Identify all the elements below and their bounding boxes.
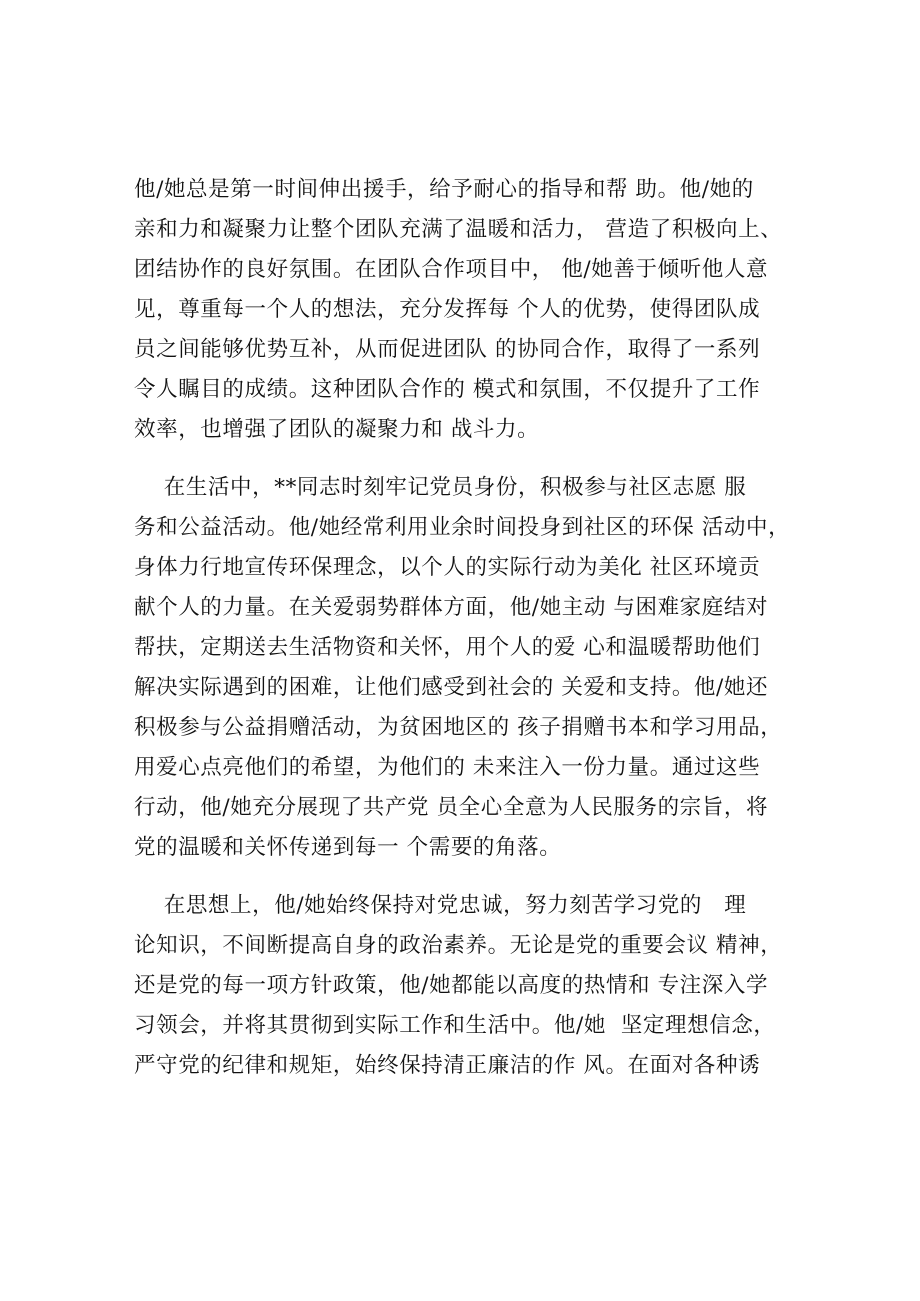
text-line: 团结协作的良好氛围。在团队合作项目中， 他/她善于倾听他人意 [134, 257, 769, 282]
text-line: 用爱心点亮他们的希望，为他们的 未来注入一份力量。通过这些 [134, 755, 761, 780]
text-line: 效率，也增强了团队的凝聚力和 战斗力。 [134, 417, 540, 442]
text-line: 帮扶，定期送去生活物资和关怀，用个人的爱 心和温暖帮助他们 [134, 635, 761, 660]
text-line: 积极参与公益捐赠活动，为贫困地区的 孩子捐赠书本和学习用品， [134, 715, 783, 740]
paragraph-life [134, 468, 814, 868]
text-line: 解决实际遇到的困难，让他们感受到社会的 关爱和支持。他/她还 [134, 675, 769, 700]
text-line: 习领会，并将其贯彻到实际工作和生活中。他/她 坚定理想信念， [134, 1013, 776, 1038]
paragraph-teamwork [134, 170, 814, 450]
text-line: 严守党的纪律和规矩，始终保持清正廉洁的作 风。在面对各种诱 [134, 1053, 761, 1078]
text-line: 令人瞩目的成绩。这种团队合作的 模式和氛围，不仅提升了工作 [134, 377, 761, 402]
text-line: 亲和力和凝聚力让整个团队充满了温暖和活力， 营造了积极向上、 [134, 217, 783, 242]
text-line: 他/她总是第一时间伸出援手，给予耐心的指导和帮 助。他/她的 [134, 177, 754, 202]
text-line: 还是党的每一项方针政策，他/她都能以高度的热情和 专注深入学 [134, 973, 769, 998]
document-body [134, 170, 814, 1104]
text-line: 论知识，不间断提高自身的政治素养。无论是党的重要会议 精神， [134, 933, 783, 958]
text-line: 务和公益活动。他/她经常利用业余时间投身到社区的环保 活动中， [134, 515, 791, 540]
text-line: 行动，他/她充分展现了共产党 员全心全意为人民服务的宗旨，将 [134, 795, 769, 820]
text-line: 在生活中，**同志时刻牢记党员身份，积极参与社区志愿 服 [134, 475, 747, 500]
text-line: 党的温暖和关怀传递到每一 个需要的角落。 [134, 835, 562, 860]
text-line: 身体力行地宣传环保理念，以个人的实际行动为美化 社区环境贡 [134, 555, 761, 580]
paragraph-ideology [134, 886, 814, 1086]
text-line: 在思想上，他/她始终保持对党忠诚，努力刻苦学习党的 理 [134, 893, 747, 918]
text-line: 员之间能够优势互补，从而促进团队 的协同合作，取得了一系列 [134, 337, 761, 362]
text-line: 见，尊重每一个人的想法，充分发挥每 个人的优势，使得团队成 [134, 297, 761, 322]
text-line: 献个人的力量。在关爱弱势群体方面，他/她主动 与困难家庭结对 [134, 595, 769, 620]
